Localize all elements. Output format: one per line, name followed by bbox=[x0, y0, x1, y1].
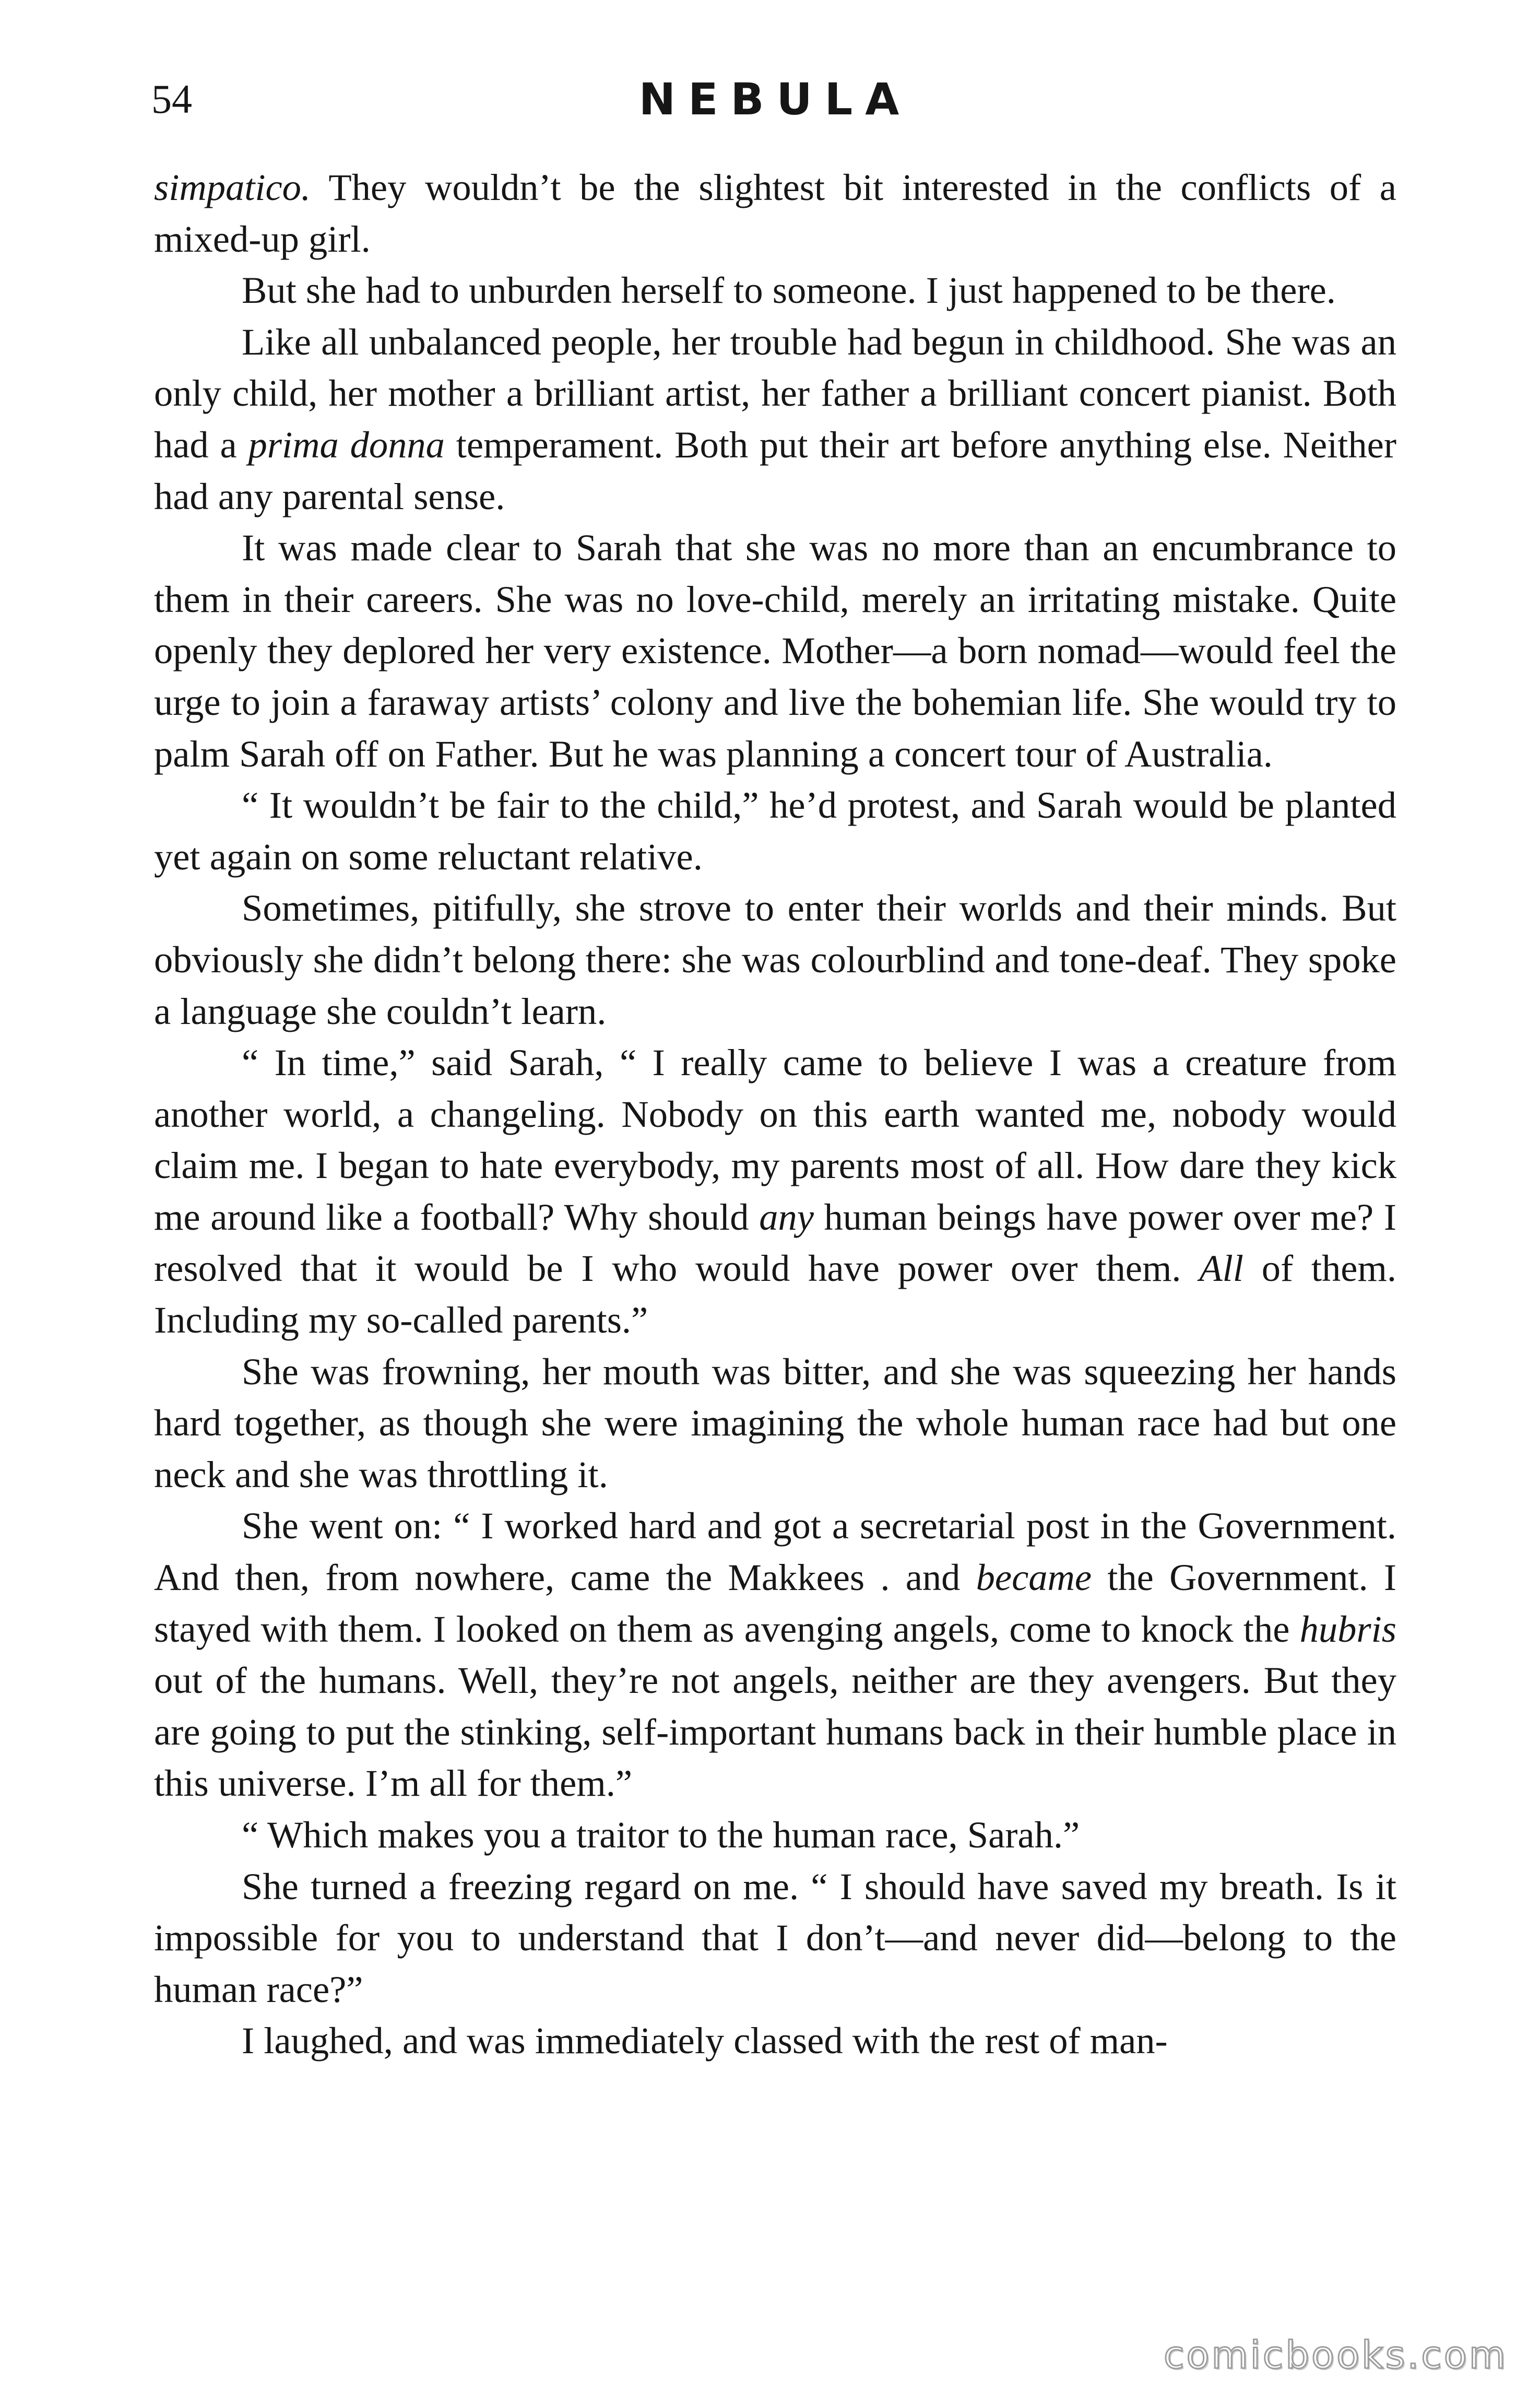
text-run: I laughed, and was immediately classed with the rest of man- bbox=[242, 2019, 1168, 2062]
text-run: She was frowning, her mouth was bitter, and she was squeezing her hands hard together, as though she were imagining the whole human race had but one neck and she was throttling it. bbox=[154, 1350, 1396, 1496]
text-run: Sometimes, pitifully, she strove to enter their worlds and their minds. But obviously she didn’t belong there: she was colourblind and tone-deaf. They spoke a language she couldn’t learn. bbox=[154, 887, 1396, 1032]
text-run: the Government. I stayed with them. I looked on them as avenging angels, come to knock the bbox=[154, 1556, 1396, 1650]
page-number: 54 bbox=[151, 76, 192, 122]
italic-text: All bbox=[1199, 1247, 1243, 1290]
body-text bbox=[154, 162, 1396, 2067]
text-run: They wouldn’t be the slightest bit interested in the conflicts of a mixed-up girl. bbox=[154, 166, 1396, 260]
text-run: out of the humans. Well, they’re not angels, neither are they avengers. But they are going to put the stinking, self-important humans back in their humble place in this universe. I’m all for them.” bbox=[154, 1659, 1396, 1805]
text-run: But she had to unburden herself to someone. I just happened to be there. bbox=[242, 269, 1336, 312]
paragraph bbox=[154, 1861, 1396, 2016]
text-run: “ In time,” said Sarah, “ I really came to believe I was a creature from another world, a changeling. Nobody on this earth wanted me, nobody would claim me. I began to hate everybody, my parents most of all. How dare they kick me around like a football? Why should bbox=[154, 1041, 1396, 1238]
text-run: Like all unbalanced people, her trouble had begun in childhood. She was an only child, her mother a brilliant artist, her father a brilliant concert pianist. Both had a bbox=[154, 320, 1396, 466]
paragraph bbox=[154, 780, 1396, 882]
paragraph bbox=[154, 1809, 1396, 1861]
paragraph bbox=[154, 265, 1396, 316]
italic-text: hubris bbox=[1299, 1607, 1396, 1650]
text-run: She turned a freezing regard on me. “ I should have saved my breath. Is it impossible for you to understand that I don’t—and never did—belong to the human race?” bbox=[154, 1865, 1396, 2010]
italic-text: any bbox=[759, 1195, 814, 1238]
paragraph bbox=[154, 522, 1396, 780]
paragraph bbox=[154, 1037, 1396, 1346]
paragraph bbox=[154, 2015, 1396, 2067]
paragraph bbox=[154, 1346, 1396, 1501]
running-title: NEBULA bbox=[638, 74, 912, 125]
text-run: She went on: “ I worked hard and got a secretarial post in the Government. And then, from nowhere, came the Makkees . and bbox=[154, 1504, 1396, 1599]
italic-text: prima donna bbox=[248, 423, 445, 466]
text-run: human beings have power over me? I resolved that it would be I who would have power over them. bbox=[154, 1195, 1396, 1290]
watermark: comicbooks.com bbox=[1163, 2333, 1508, 2377]
text-run: of them. Including my so-called parents.” bbox=[154, 1247, 1396, 1341]
paragraph bbox=[154, 162, 1396, 265]
text-run: temperament. Both put their art before anything else. Neither had any parental sense. bbox=[154, 423, 1397, 517]
text-run: It was made clear to Sarah that she was no more than an encumbrance to them in their careers. She was no love-child, merely an irritating mistake. Quite openly they deplored her very existence. Mother—a born nomad—would feel the urge to join a faraway artists’ colony and live the bohemian life. She would try to palm Sarah off on Father. But he was planning a concert tour of Australia. bbox=[154, 526, 1396, 775]
page-header bbox=[151, 63, 1399, 136]
paragraph bbox=[154, 316, 1396, 522]
italic-text: simpatico. bbox=[154, 166, 311, 208]
paragraph bbox=[154, 1500, 1396, 1809]
text-run: “ Which makes you a traitor to the human race, Sarah.” bbox=[242, 1814, 1080, 1856]
italic-text: became bbox=[976, 1556, 1092, 1599]
text-run: “ It wouldn’t be fair to the child,” he’d protest, and Sarah would be planted yet again on some reluctant relative. bbox=[154, 784, 1396, 878]
paragraph bbox=[154, 882, 1396, 1037]
